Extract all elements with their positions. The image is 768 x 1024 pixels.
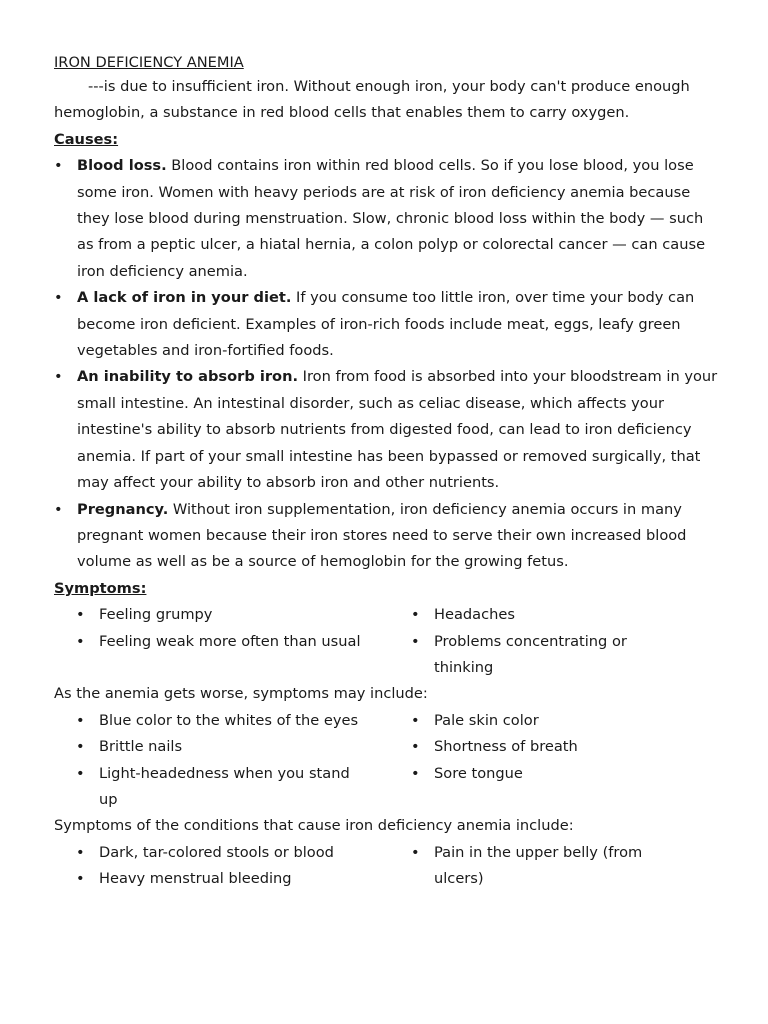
symptoms-group-worse <box>54 708 724 814</box>
document-page <box>54 52 724 893</box>
cause-item-blood-loss <box>54 153 724 285</box>
symptom-item: • Dark, tar-colored stools or blood <box>54 840 369 866</box>
symptom-item: • Headaches <box>389 602 664 628</box>
symptoms-heading: Symptoms: <box>54 579 147 597</box>
symptom-item: • Sore tongue <box>389 761 664 787</box>
cause-item-pregnancy <box>54 497 724 576</box>
document-title: IRON DEFICIENCY ANEMIA <box>54 54 244 71</box>
cause-lead: An inability to absorb iron. <box>77 368 299 386</box>
cause-text: If you consume too little iron, over time your body can become iron deficient. Examples of iron-rich foods include meat, eggs, leafy green vegetables and iron-fortified foods. <box>77 289 695 360</box>
cause-item-absorption <box>54 364 724 496</box>
symptom-item: • Heavy menstrual bleeding <box>54 866 369 892</box>
causes-heading: Causes: <box>54 130 119 148</box>
symptom-item: • Problems concentrating or thinking <box>389 629 664 682</box>
cause-text: Iron from food is absorbed into your bloodstream in your small intestine. An intestinal disorder, such as celiac disease, which affects your intestine's ability to absorb nutrients from digested food, can lead to iron deficiency anemia. If part of your small intestine has been bypassed or removed surgically, that may affect your ability to absorb iron and other nutrients. <box>77 368 718 492</box>
cause-text: Without iron supplementation, iron deficiency anemia occurs in many pregnant women because their iron stores need to serve their own increased blood volume as well as be a source of hemoglobin for the growing fetus. <box>77 500 687 571</box>
symptom-item: • Pale skin color <box>389 708 664 734</box>
cause-lead: Blood loss. <box>77 157 167 175</box>
symptom-item: • Blue color to the whites of the eyes <box>54 708 369 734</box>
cause-text: Blood contains iron within red blood cells. So if you lose blood, you lose some iron. Women with heavy periods are at risk of iron deficiency anemia because they lose blood during menstruation. Slow, chronic blood loss within the body — such as from a peptic ulcer, a hiatal hernia, a colon polyp or colorectal cancer — can cause iron deficiency anemia. <box>77 157 706 280</box>
worse-symptoms-intro: As the anemia gets worse, symptoms may include: <box>54 685 428 703</box>
intro-paragraph: ---is due to insufficient iron. Without enough iron, your body can't produce enough hemoglobin, a substance in red blood cells that enables them to carry oxygen. <box>54 78 690 122</box>
causes-list <box>54 153 724 576</box>
condition-symptoms-intro: Symptoms of the conditions that cause iron deficiency anemia include: <box>54 817 574 835</box>
cause-item-diet <box>54 285 724 364</box>
symptoms-group-conditions <box>54 840 724 893</box>
cause-lead: Pregnancy. <box>77 500 169 518</box>
cause-lead: A lack of iron in your diet. <box>77 289 292 307</box>
symptom-item: • Feeling weak more often than usual <box>54 629 369 655</box>
symptom-item: • Feeling grumpy <box>54 602 369 628</box>
symptom-item: • Shortness of breath <box>389 734 664 760</box>
symptom-item: • Brittle nails <box>54 734 369 760</box>
symptom-item: • Light-headedness when you stand up <box>54 761 369 814</box>
symptoms-group-early <box>54 602 724 681</box>
symptom-item: • Pain in the upper belly (from ulcers) <box>389 840 664 893</box>
